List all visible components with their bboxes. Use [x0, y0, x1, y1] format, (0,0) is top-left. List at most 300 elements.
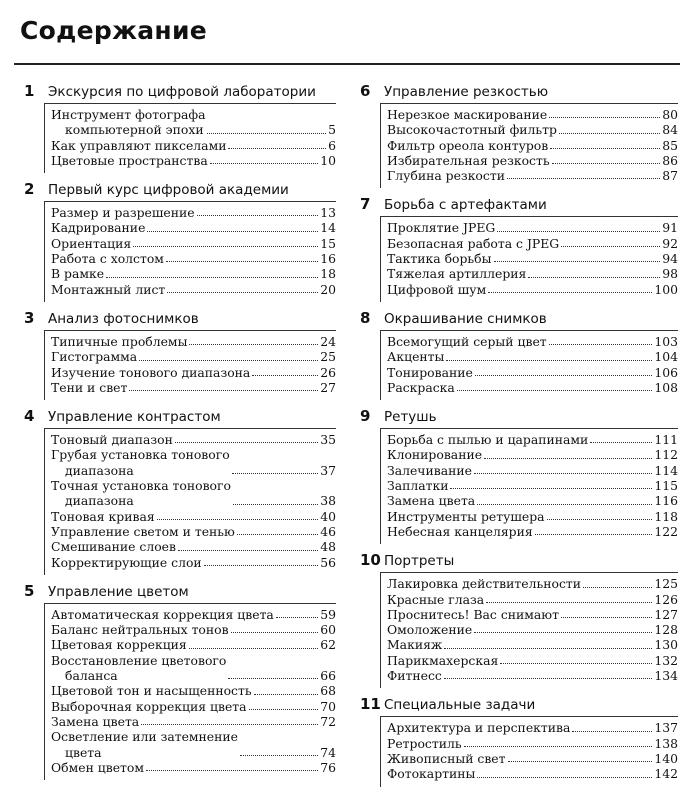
entry-title-line: Восстановление цветового: [51, 652, 227, 668]
dot-leader: [497, 231, 660, 232]
entry-title: Кадрирование: [51, 220, 146, 236]
dot-leader: [444, 648, 652, 649]
title-divider: [14, 63, 680, 65]
toc-entry[interactable]: [51, 251, 336, 266]
toc-entry[interactable]: [51, 282, 336, 297]
dot-leader: [457, 390, 653, 391]
entry-page-number: 56: [320, 554, 336, 570]
dot-leader: [583, 587, 652, 588]
entry-title: Обмен цветом: [51, 759, 145, 775]
entry-page-number: 16: [320, 251, 336, 267]
entry-title-line: диапазона: [65, 462, 134, 478]
dot-leader: [249, 709, 319, 710]
dot-leader: [252, 375, 318, 376]
chapter-heading[interactable]: [20, 403, 336, 425]
entry-title: [51, 478, 231, 509]
chapter-heading[interactable]: [20, 78, 336, 100]
entry-page-number: 80: [662, 107, 678, 122]
dot-leader: [477, 504, 652, 505]
entry-title: Инструменты ретушера: [387, 508, 545, 524]
toc-entry[interactable]: [387, 168, 678, 183]
entry-title: Типичные проблемы: [51, 333, 188, 349]
entry-page-number: 125: [654, 576, 678, 592]
dot-leader: [450, 488, 652, 489]
toc-entry[interactable]: [51, 153, 336, 168]
toc-entry[interactable]: [387, 236, 678, 251]
chapter-number: 7: [360, 195, 371, 214]
chapter-title: Специальные задачи: [384, 697, 536, 714]
chapter-number: 1: [24, 82, 35, 100]
toc-entry[interactable]: [387, 349, 678, 364]
toc-entry[interactable]: [51, 349, 336, 364]
chapter-section-list: [44, 428, 336, 575]
dot-leader: [204, 565, 319, 566]
entry-title: Проснитесь! Вас снимают: [387, 606, 559, 622]
dot-leader: [139, 360, 318, 361]
chapter-number: 3: [24, 308, 35, 327]
page-title: Содержание: [20, 16, 208, 45]
dot-leader: [559, 133, 660, 134]
dot-leader: [147, 231, 318, 232]
entry-title: Борьба с пылью и царапинами: [387, 432, 589, 448]
dot-leader: [494, 261, 661, 262]
dot-leader: [189, 648, 318, 649]
entry-page-number: 104: [654, 349, 678, 365]
entry-title: Корректирующие слои: [51, 554, 202, 570]
entry-title: Небесная канцелярия: [387, 523, 533, 539]
entry-page-number: 112: [654, 447, 678, 463]
entry-page-number: 103: [654, 333, 678, 349]
toc-entry[interactable]: [51, 714, 336, 729]
dot-leader: [175, 442, 318, 443]
entry-page-number: 130: [654, 637, 678, 653]
dot-leader: [561, 246, 660, 247]
entry-title: Красные глаза: [387, 591, 485, 607]
entry-page-number: 26: [320, 364, 336, 380]
entry-title: Раскраска: [387, 379, 455, 395]
toc-entry[interactable]: [387, 607, 678, 622]
chapter-heading[interactable]: [356, 403, 678, 425]
entry-page-number: 46: [320, 523, 336, 539]
entry-title: Баланс нейтральных тонов: [51, 622, 229, 638]
toc-entry[interactable]: [51, 653, 336, 684]
dot-leader: [477, 777, 652, 778]
chapter-title: Управление резкостью: [384, 84, 549, 100]
toc-entry[interactable]: [51, 760, 336, 775]
entry-page-number: 37: [320, 462, 336, 478]
entry-title-line: Точная установка тонового: [51, 478, 231, 494]
dot-leader: [254, 694, 319, 695]
chapter-number: 2: [24, 180, 35, 199]
chapter-section-list: [380, 716, 678, 786]
entry-page-number: 68: [320, 683, 336, 699]
entry-page-number: 15: [320, 235, 336, 251]
dot-leader: [197, 215, 319, 216]
dot-leader: [507, 178, 660, 179]
entry-title: Тяжелая артиллерия: [387, 266, 527, 282]
toc-chapter: [20, 78, 336, 173]
dot-leader: [146, 770, 318, 771]
entry-title: Цифровой шум: [387, 281, 487, 297]
entry-title: Парикмахерская: [387, 652, 499, 668]
chapter-heading[interactable]: [356, 547, 678, 569]
entry-title: Ориентация: [51, 235, 132, 251]
toc-entry[interactable]: [387, 334, 678, 349]
chapter-number: 8: [360, 308, 371, 327]
entry-page-number: 108: [654, 379, 678, 395]
entry-title: Как управляют пикселами: [51, 137, 227, 153]
entry-title: Живописный свет: [387, 750, 506, 766]
entry-page-number: 86: [662, 152, 678, 168]
toc-entry[interactable]: [387, 592, 678, 607]
chapter-number: 6: [360, 82, 371, 100]
dot-leader: [207, 133, 326, 134]
entry-page-number: 132: [654, 652, 678, 668]
entry-title: Фитнесс: [387, 668, 442, 684]
entry-title: Омоложение: [387, 622, 473, 638]
entry-title-line: компьютерной эпохи: [65, 122, 204, 138]
entry-title: Клонирование: [387, 447, 483, 463]
entry-page-number: 137: [654, 720, 678, 736]
dot-leader: [535, 534, 653, 535]
entry-page-number: 66: [320, 668, 336, 684]
chapter-heading[interactable]: [356, 305, 678, 327]
entry-page-number: 10: [320, 152, 336, 168]
entry-title-line: цвета: [65, 744, 102, 760]
chapter-section-list: [380, 330, 678, 400]
entry-title: Автоматическая коррекция цвета: [51, 606, 274, 622]
toc-entry[interactable]: [51, 220, 336, 235]
dot-leader: [189, 344, 318, 345]
entry-page-number: 127: [654, 606, 678, 622]
chapter-title: Окрашивание снимков: [384, 310, 547, 327]
entry-page-number: 14: [320, 220, 336, 236]
toc-chapter: [356, 305, 678, 400]
entry-title: Цветовой тон и насыщенность: [51, 683, 252, 699]
dot-leader: [547, 519, 653, 520]
toc-entry[interactable]: [51, 478, 336, 509]
dot-leader: [157, 519, 319, 520]
dot-leader: [166, 261, 318, 262]
entry-title-line: Грубая установка тонового: [51, 447, 230, 463]
dot-leader: [237, 534, 318, 535]
dot-leader: [484, 458, 652, 459]
chapter-number: 4: [24, 407, 35, 426]
entry-title: Архитектура и перспектива: [387, 720, 571, 736]
toc-entry[interactable]: [387, 282, 678, 297]
toc-chapter: [20, 578, 336, 780]
entry-page-number: 85: [662, 137, 678, 153]
entry-page-number: 91: [662, 220, 678, 236]
entry-page-number: 38: [320, 493, 336, 509]
dot-leader: [552, 163, 661, 164]
entry-page-number: 62: [320, 637, 336, 653]
entry-page-number: 138: [654, 735, 678, 751]
entry-title: Работа с холстом: [51, 251, 164, 267]
toc-entry[interactable]: [387, 576, 678, 591]
chapter-number: 11: [360, 695, 381, 714]
entry-title: Тонирование: [387, 364, 473, 380]
entry-title: Цветовая коррекция: [51, 637, 187, 653]
entry-page-number: 92: [662, 235, 678, 251]
toc-entry[interactable]: [51, 622, 336, 637]
entry-title: Смешивание слоев: [51, 539, 176, 555]
dot-leader: [133, 246, 318, 247]
dot-leader: [167, 292, 318, 293]
entry-title: Цветовые пространства: [51, 152, 208, 168]
entry-title: Изучение тонового диапазона: [51, 364, 251, 380]
entry-title: Гистограмма: [51, 349, 138, 365]
chapter-section-list: [44, 201, 336, 302]
toc-entry[interactable]: [51, 365, 336, 380]
dot-leader: [549, 344, 653, 345]
chapter-heading[interactable]: [20, 176, 336, 198]
dot-leader: [474, 632, 652, 633]
entry-title: [51, 653, 226, 684]
toc-entry[interactable]: [51, 524, 336, 539]
entry-page-number: 122: [654, 523, 678, 539]
toc-entry[interactable]: [51, 334, 336, 349]
entry-title: Тени и свет: [51, 379, 128, 395]
toc-entry[interactable]: [51, 138, 336, 153]
chapter-heading[interactable]: [356, 191, 678, 213]
entry-page-number: 100: [654, 281, 678, 297]
entry-title-line: Осветление или затемнение: [51, 729, 238, 745]
dot-leader: [486, 602, 652, 603]
entry-title: Высокочастотный фильтр: [387, 122, 557, 138]
chapter-title: Первый курс цифровой академии: [48, 182, 289, 199]
entry-page-number: 18: [320, 266, 336, 282]
chapter-title: Управление контрастом: [48, 409, 221, 426]
toc-entry[interactable]: [387, 736, 678, 751]
chapter-heading[interactable]: [20, 578, 336, 600]
dot-leader: [550, 148, 660, 149]
entry-title: Тоновая кривая: [51, 508, 155, 524]
entry-page-number: 72: [320, 713, 336, 729]
dot-leader: [178, 550, 318, 551]
entry-page-number: 25: [320, 349, 336, 365]
entry-title: [51, 107, 205, 138]
dot-leader: [508, 761, 653, 762]
dot-leader: [446, 360, 652, 361]
chapter-heading[interactable]: [20, 305, 336, 327]
entry-title: Тоновый диапазон: [51, 432, 173, 448]
toc-entry[interactable]: [51, 447, 336, 478]
entry-page-number: 142: [654, 766, 678, 782]
toc-entry[interactable]: [51, 509, 336, 524]
entry-page-number: 6: [328, 137, 336, 153]
entry-page-number: 87: [662, 168, 678, 184]
dot-leader: [528, 277, 660, 278]
toc-entry[interactable]: [51, 380, 336, 395]
chapter-title: Ретушь: [384, 409, 437, 426]
entry-page-number: 98: [662, 266, 678, 282]
dot-leader: [228, 678, 318, 679]
entry-title: [51, 729, 238, 760]
dot-leader: [232, 473, 319, 474]
chapter-heading[interactable]: [356, 78, 678, 100]
entry-title: Глубина резкости: [387, 168, 505, 184]
chapter-section-list: [380, 216, 678, 301]
toc-entry[interactable]: [387, 622, 678, 637]
toc-entry[interactable]: [387, 509, 678, 524]
dot-leader: [444, 678, 652, 679]
chapter-title: Портреты: [384, 553, 455, 570]
entry-page-number: 106: [654, 364, 678, 380]
toc-entry[interactable]: [387, 478, 678, 493]
entry-title: Лакировка действительности: [387, 576, 581, 592]
toc-chapter: [356, 691, 678, 786]
toc-entry[interactable]: [51, 266, 336, 281]
entry-page-number: 134: [654, 668, 678, 684]
entry-page-number: 35: [320, 432, 336, 448]
entry-title: Акценты: [387, 349, 445, 365]
dot-leader: [500, 663, 652, 664]
dot-leader: [474, 473, 652, 474]
toc-entry[interactable]: [387, 668, 678, 683]
chapter-title: Борьба с артефактами: [384, 197, 547, 214]
chapter-section-list: [44, 103, 336, 173]
chapter-title: Экскурсия по цифровой лаборатории: [48, 84, 316, 100]
toc-entry[interactable]: [387, 653, 678, 668]
entry-title: Избирательная резкость: [387, 152, 550, 168]
toc-chapter: [356, 78, 678, 188]
toc-entry[interactable]: [387, 107, 678, 122]
entry-title: Замена цвета: [51, 713, 140, 729]
toc-entry[interactable]: [387, 251, 678, 266]
entry-page-number: 5: [328, 122, 336, 138]
dot-leader: [464, 746, 653, 747]
entry-page-number: 94: [662, 251, 678, 267]
dot-leader: [210, 163, 319, 164]
entry-page-number: 76: [320, 759, 336, 775]
entry-page-number: 70: [320, 698, 336, 714]
toc-entry[interactable]: [387, 524, 678, 539]
entry-page-number: 116: [654, 493, 678, 509]
entry-page-number: 48: [320, 539, 336, 555]
toc-entry[interactable]: [387, 365, 678, 380]
entry-title: Макияж: [387, 637, 443, 653]
toc-entry[interactable]: [387, 766, 678, 781]
chapter-title: Анализ фотоснимков: [48, 310, 199, 327]
entry-title-line: диапазона: [65, 493, 134, 509]
toc-entry[interactable]: [51, 729, 336, 760]
chapter-number: 10: [360, 551, 381, 570]
toc-column-right: [356, 78, 678, 790]
toc-entry[interactable]: [387, 432, 678, 447]
chapter-heading[interactable]: [356, 691, 678, 713]
chapter-section-list: [380, 428, 678, 544]
dot-leader: [475, 375, 652, 376]
chapter-number: 5: [24, 581, 35, 600]
entry-page-number: 20: [320, 281, 336, 297]
dot-leader: [233, 504, 318, 505]
dot-leader: [106, 277, 318, 278]
dot-leader: [240, 755, 318, 756]
toc-entry[interactable]: [51, 683, 336, 698]
entry-title: Всемогущий серый цвет: [387, 333, 547, 349]
entry-title: Фотокартины: [387, 766, 476, 782]
toc-entry[interactable]: [51, 607, 336, 622]
entry-title-line: баланса: [65, 668, 118, 684]
toc-entry[interactable]: [387, 220, 678, 235]
entry-title: Замена цвета: [387, 493, 476, 509]
chapter-number: 9: [360, 407, 371, 426]
toc-entry[interactable]: [51, 555, 336, 570]
entry-page-number: 128: [654, 622, 678, 638]
toc-entry[interactable]: [387, 380, 678, 395]
entry-title: В рамке: [51, 266, 105, 282]
toc-entry[interactable]: [387, 637, 678, 652]
entry-title-line: Инструмент фотографа: [51, 107, 206, 122]
chapter-section-list: [380, 572, 678, 688]
toc-entry[interactable]: [51, 637, 336, 652]
entry-page-number: 84: [662, 122, 678, 138]
dot-leader: [549, 117, 660, 118]
dot-leader: [276, 617, 318, 618]
toc-entry[interactable]: [387, 493, 678, 508]
entry-title: Ретростиль: [387, 735, 462, 751]
chapter-section-list: [44, 603, 336, 780]
toc-chapter: [356, 403, 678, 544]
dot-leader: [590, 442, 652, 443]
toc-chapter: [20, 305, 336, 400]
entry-page-number: 13: [320, 205, 336, 221]
toc-column-left: [20, 78, 336, 783]
toc-entry[interactable]: [51, 539, 336, 554]
entry-page-number: 118: [654, 508, 678, 524]
toc-entry[interactable]: [51, 205, 336, 220]
entry-page-number: 74: [320, 744, 336, 760]
toc-entry[interactable]: [387, 447, 678, 462]
toc-entry[interactable]: [51, 107, 336, 138]
toc-entry[interactable]: [51, 432, 336, 447]
entry-page-number: 59: [320, 606, 336, 622]
entry-title: Фильтр ореола контуров: [387, 137, 549, 153]
dot-leader: [572, 731, 652, 732]
entry-page-number: 140: [654, 750, 678, 766]
toc-chapter: [20, 176, 336, 302]
entry-title: [51, 447, 230, 478]
toc-chapter: [20, 403, 336, 575]
toc-entry[interactable]: [387, 463, 678, 478]
entry-title: Тактика борьбы: [387, 251, 492, 267]
toc-entry[interactable]: [387, 751, 678, 766]
toc-entry[interactable]: [387, 720, 678, 735]
toc-entry[interactable]: [51, 699, 336, 714]
entry-title: Размер и разрешение: [51, 205, 195, 221]
dot-leader: [228, 148, 326, 149]
dot-leader: [561, 617, 652, 618]
dot-leader: [231, 632, 319, 633]
toc-entry[interactable]: [387, 122, 678, 137]
entry-page-number: 60: [320, 622, 336, 638]
entry-title: Монтажный лист: [51, 281, 166, 297]
entry-title: Проклятие JPEG: [387, 220, 496, 236]
entry-title: Нерезкое маскирование: [387, 107, 548, 122]
entry-title: Безопасная работа с JPEG: [387, 235, 560, 251]
entry-page-number: 27: [320, 379, 336, 395]
toc-entry[interactable]: [387, 153, 678, 168]
toc-entry[interactable]: [387, 266, 678, 281]
toc-entry[interactable]: [387, 138, 678, 153]
toc-entry[interactable]: [51, 236, 336, 251]
entry-title: Выборочная коррекция цвета: [51, 698, 247, 714]
dot-leader: [129, 390, 318, 391]
chapter-title: Управление цветом: [48, 583, 189, 600]
entry-page-number: 115: [654, 478, 678, 494]
entry-title: Управление светом и тенью: [51, 523, 235, 539]
